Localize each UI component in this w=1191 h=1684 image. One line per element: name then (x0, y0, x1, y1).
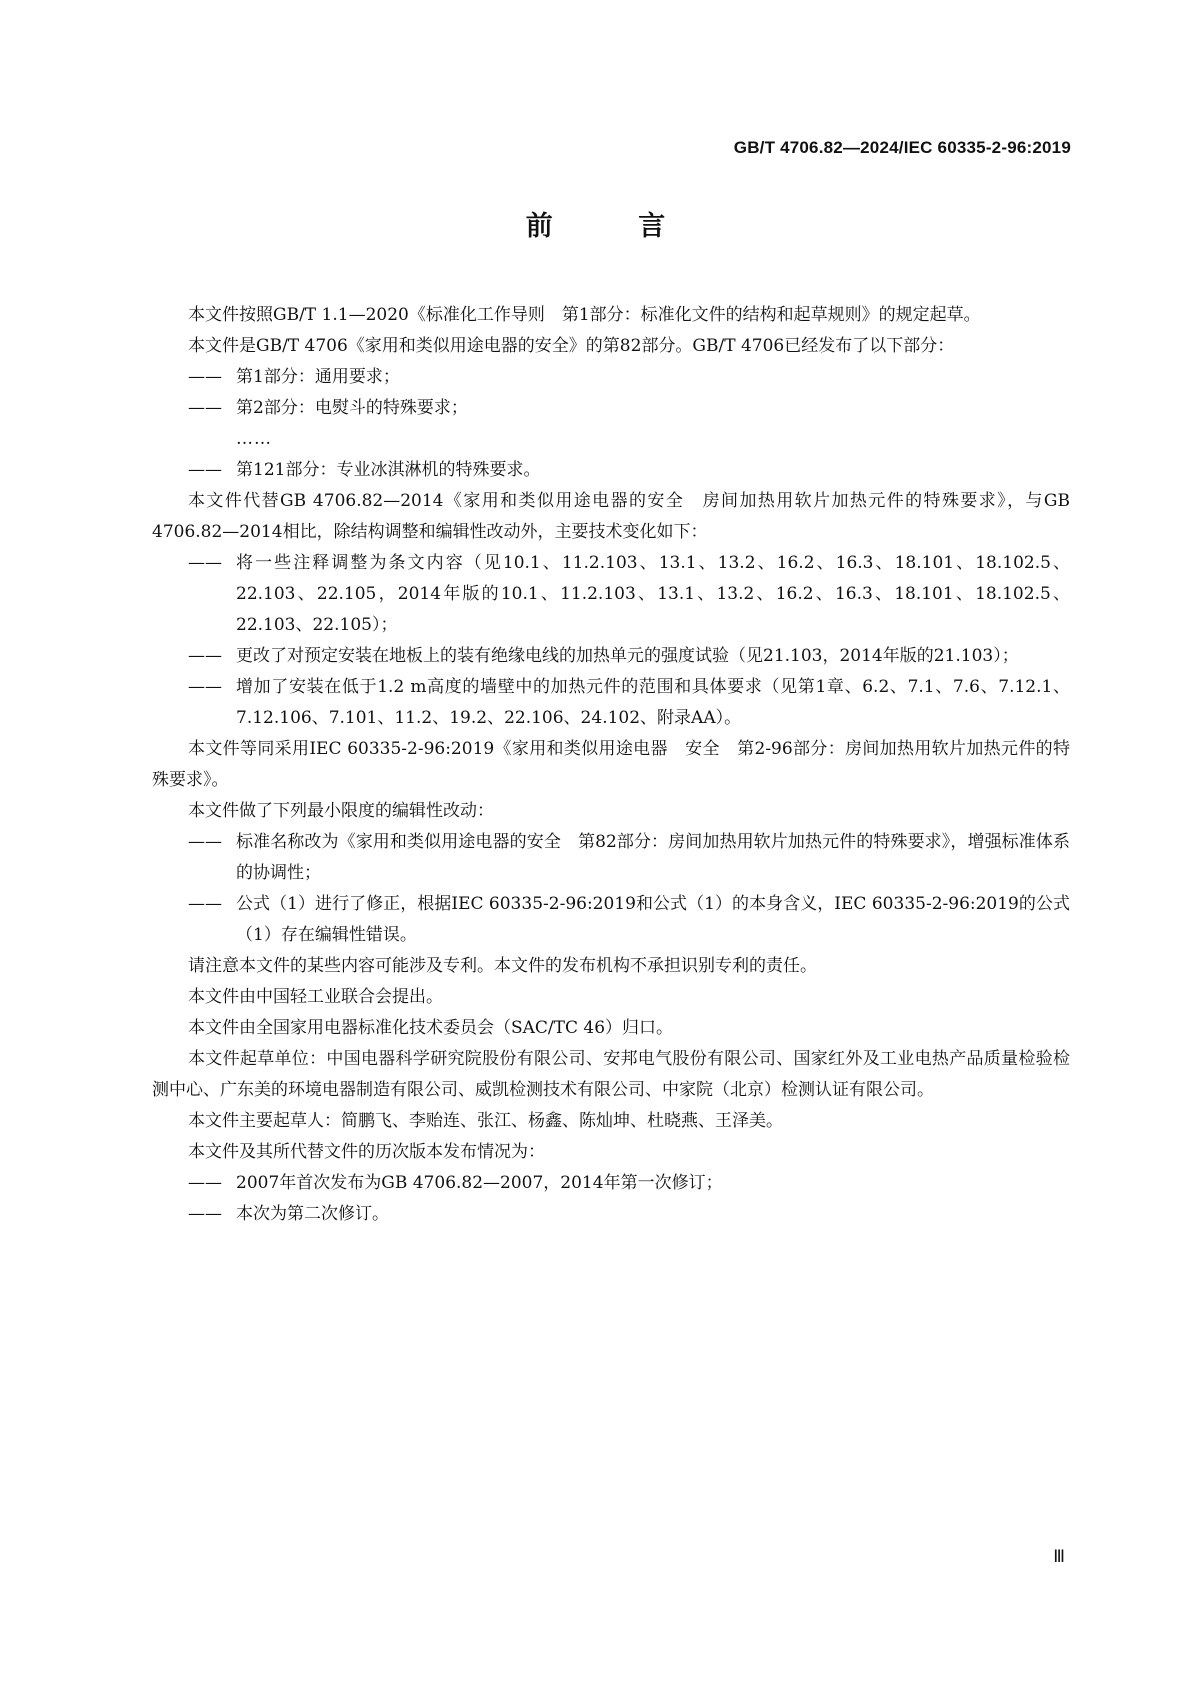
paragraph-drafting-rules: 本文件按照GB/T 1.1—2020《标准化工作导则 第1部分：标准化文件的结构和起草规则》的规定起草。 (188, 305, 981, 325)
paragraph-editorial-changes: 本文件做了下列最小限度的编辑性改动： (188, 801, 494, 821)
list-item-text: 2007年首次发布为GB 4706.82—2007，2014年第一次修订； (236, 1173, 723, 1193)
dash-mark: —— (188, 460, 222, 480)
dash-mark: —— (188, 553, 222, 573)
list-item-text: 将一些注释调整为条文内容（见10.1、11.2.103、13.1、13.2、16.2、16.3、18.101、18.102.5、22.103、22.105，2014年版的10.1、11.2.103、13.1、13.2、16.2、16.3、18.101、18.102.5、22.103、22.105）； (236, 553, 1070, 635)
list-item (152, 827, 1070, 889)
list-item-text: 第121部分：专业冰淇淋机的特殊要求。 (236, 460, 541, 480)
list-item-text: 增加了安装在低于1.2 m高度的墙壁中的加热元件的范围和具体要求（见第1章、6.2、7.1、7.6、7.12.1、7.12.106、7.101、11.2、19.2、22.106、24.102、附录AA）。 (236, 677, 1070, 728)
list-item (152, 393, 1070, 424)
dash-mark: —— (188, 832, 222, 852)
dash-mark: —— (188, 894, 222, 914)
dash-mark: —— (188, 367, 222, 387)
list-item-text: 标准名称改为《家用和类似用途电器的安全 第82部分：房间加热用软片加热元件的特殊要求》，增强标准体系的协调性； (236, 832, 1070, 883)
list-item-text: 本次为第二次修订。 (236, 1204, 389, 1224)
dash-mark: —— (188, 1204, 222, 1224)
paragraph-replacement: 本文件代替GB 4706.82—2014《家用和类似用途电器的安全 房间加热用软片加热元件的特殊要求》，与GB 4706.82—2014相比，除结构调整和编辑性改动外，主要技术变化如下： (152, 491, 1070, 542)
paragraph-history-intro: 本文件及其所代替文件的历次版本发布情况为： (188, 1142, 545, 1162)
paragraph-drafters: 本文件主要起草人：简鹏飞、李贻连、张江、杨鑫、陈灿坤、杜晓燕、王泽美。 (188, 1111, 783, 1131)
list-item (152, 1199, 1070, 1230)
list-item-text: 第1部分：通用要求； (236, 367, 400, 387)
paragraph-patent-notice: 请注意本文件的某些内容可能涉及专利。本文件的发布机构不承担识别专利的责任。 (188, 956, 817, 976)
dash-mark: —— (188, 1173, 222, 1193)
list-item (152, 362, 1070, 393)
list-item (152, 889, 1070, 951)
paragraph-drafting-units: 本文件起草单位：中国电器科学研究院股份有限公司、安邦电气股份有限公司、国家红外及工业电热产品质量检验检测中心、广东美的环境电器制造有限公司、威凯检测技术有限公司、中家院（北京）检测认证有限公司。 (152, 1049, 1070, 1100)
paragraph-committee: 本文件由全国家用电器标准化技术委员会（SAC/TC 46）归口。 (188, 1018, 674, 1038)
list-item (152, 641, 1070, 672)
page-title: 前 言 (525, 211, 704, 242)
foreword-body (152, 300, 1070, 1230)
paragraph-proposer: 本文件由中国轻工业联合会提出。 (188, 987, 443, 1007)
list-item (152, 672, 1070, 734)
page-number: Ⅲ (1053, 1547, 1065, 1566)
dash-mark: —— (188, 646, 222, 666)
list-item-text: 更改了对预定安装在地板上的装有绝缘电线的加热单元的强度试验（见21.103，2014年版的21.103）； (236, 646, 1019, 666)
paragraph-iec-adoption: 本文件等同采用IEC 60335-2-96:2019《家用和类似用途电器 安全 第2-96部分：房间加热用软片加热元件的特殊要求》。 (152, 739, 1070, 790)
list-item (152, 455, 1070, 486)
list-item-text: 第2部分：电熨斗的特殊要求； (236, 398, 468, 418)
list-item-text: 公式（1）进行了修正，根据IEC 60335-2-96:2019和公式（1）的本身含义，IEC 60335-2-96:2019的公式（1）存在编辑性错误。 (236, 894, 1070, 945)
dash-mark: —— (188, 677, 222, 697)
list-item (152, 1168, 1070, 1199)
list-ellipsis: …… (236, 429, 272, 449)
standard-code-header: GB/T 4706.82—2024/IEC 60335-2-96:2019 (733, 138, 1071, 157)
list-item (152, 548, 1070, 641)
dash-mark: —— (188, 398, 222, 418)
paragraph-series-intro: 本文件是GB/T 4706《家用和类似用途电器的安全》的第82部分。GB/T 4706已经发布了以下部分： (188, 336, 955, 356)
